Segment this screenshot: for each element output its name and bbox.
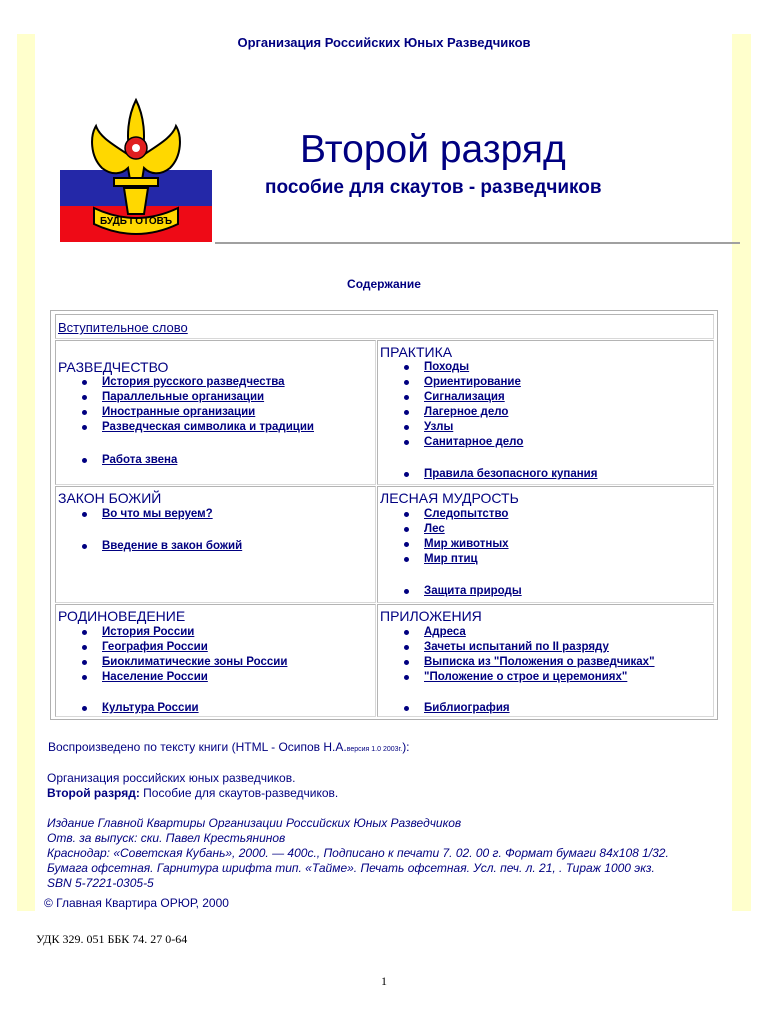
- toc-section-forest-wisdom: [377, 486, 714, 603]
- toc-link[interactable]: Защита природы: [378, 584, 522, 599]
- section-title: ПРИЛОЖЕНИЯ: [380, 608, 482, 624]
- toc-section-homeland-studies: [55, 604, 376, 717]
- organization-name: Организация Российских Юных Разведчиков: [237, 35, 531, 50]
- toc-link[interactable]: Разведческая символика и традиции: [56, 420, 314, 435]
- toc-link[interactable]: Следопытство: [378, 507, 509, 522]
- header-divider: [215, 242, 740, 244]
- toc-link[interactable]: История России: [56, 625, 287, 640]
- toc-link[interactable]: Параллельные организации: [56, 390, 314, 405]
- left-margin-strip: [17, 34, 35, 911]
- toc-section-gods-law: [55, 486, 376, 603]
- toc-link[interactable]: Мир птиц: [378, 552, 509, 567]
- section-title: РОДИНОВЕДЕНИЕ: [58, 608, 186, 624]
- toc-link[interactable]: Выписка из "Положения о разведчиках": [378, 655, 655, 670]
- toc-link[interactable]: Работа звена: [56, 453, 177, 468]
- colophon: [47, 771, 669, 891]
- table-of-contents: [50, 310, 718, 720]
- right-margin-strip: [732, 34, 751, 911]
- toc-link[interactable]: "Положение о строе и церемониях": [378, 670, 655, 685]
- toc-section-scouting: [55, 340, 376, 485]
- toc-link[interactable]: Зачеты испытаний по II разряду: [378, 640, 655, 655]
- toc-link[interactable]: Во что мы веруем?: [56, 507, 213, 522]
- toc-link[interactable]: Библиография: [378, 701, 510, 716]
- toc-link[interactable]: Узлы: [378, 420, 523, 435]
- toc-heading: Содержание: [347, 277, 421, 291]
- toc-section-appendices: [377, 604, 714, 717]
- toc-link[interactable]: Правила безопасного купания: [378, 467, 597, 482]
- toc-link[interactable]: Культура России: [56, 701, 199, 716]
- colophon-line: Организация российских юных разведчиков.: [47, 771, 296, 785]
- intro-link[interactable]: Вступительное слово: [58, 320, 188, 335]
- toc-link[interactable]: Иностранные организации: [56, 405, 314, 420]
- toc-section-practice: [377, 340, 714, 485]
- colophon-line: Краснодар: «Советская Кубань», 2000. — 400с., Подписано к печати 7. 02. 00 г. Формат бумаги 84х108 1/32.: [47, 846, 669, 860]
- colophon-line: SBN 5-7221-0305-5: [47, 876, 154, 890]
- section-title: ЛЕСНАЯ МУДРОСТЬ: [380, 490, 519, 506]
- colophon-line: Отв. за выпуск: ски. Павел Крестьянинов: [47, 831, 286, 845]
- toc-link[interactable]: Лес: [378, 522, 509, 537]
- toc-link[interactable]: Мир животных: [378, 537, 509, 552]
- toc-intro-cell: [55, 314, 714, 339]
- document-subtitle: пособие для скаутов - разведчиков: [265, 177, 602, 198]
- toc-link[interactable]: История русского разведчества: [56, 375, 314, 390]
- toc-link[interactable]: Биоклиматические зоны России: [56, 655, 287, 670]
- section-title: РАЗВЕДЧЕСТВО: [58, 359, 169, 375]
- colophon-line: Издание Главной Квартиры Организации Российских Юных Разведчиков: [47, 816, 462, 830]
- toc-link[interactable]: Население России: [56, 670, 287, 685]
- section-title: ПРАКТИКА: [380, 344, 453, 360]
- toc-link[interactable]: Сигнализация: [378, 390, 523, 405]
- page-number: 1: [381, 974, 387, 988]
- toc-link[interactable]: Введение в закон божий: [56, 539, 242, 554]
- colophon-line: Второй разряд: Пособие для скаутов-разведчиков.: [47, 786, 339, 800]
- document-title: Второй разряд: [300, 128, 566, 171]
- copyright: © Главная Квартира ОРЮР, 2000: [44, 896, 229, 910]
- toc-link[interactable]: Походы: [378, 360, 523, 375]
- toc-link[interactable]: География России: [56, 640, 287, 655]
- toc-link[interactable]: Санитарное дело: [378, 435, 523, 450]
- udk-code: УДК 329. 051 ББК 74. 27 0-64: [36, 932, 188, 946]
- section-title: ЗАКОН БОЖИЙ: [58, 490, 162, 506]
- toc-link[interactable]: Лагерное дело: [378, 405, 523, 420]
- svg-text:БУДЬ ГОТОВЪ: БУДЬ ГОТОВЪ: [99, 216, 173, 227]
- colophon-line: Бумага офсетная. Гарнитура шрифта тип. «Тайме». Печать офсетная. Усл. печ. л. 21, . Тираж 1000 экз.: [47, 861, 655, 875]
- reproduction-note: Воспроизведено по тексту книги (HTML - Осипов Н.А.версия 1.0 2003г.):: [48, 740, 410, 754]
- toc-link[interactable]: Адреса: [378, 625, 655, 640]
- scout-emblem-icon: [86, 96, 186, 242]
- version-note: версия 1.0 2003г.: [346, 746, 403, 753]
- toc-link[interactable]: Ориентирование: [378, 375, 523, 390]
